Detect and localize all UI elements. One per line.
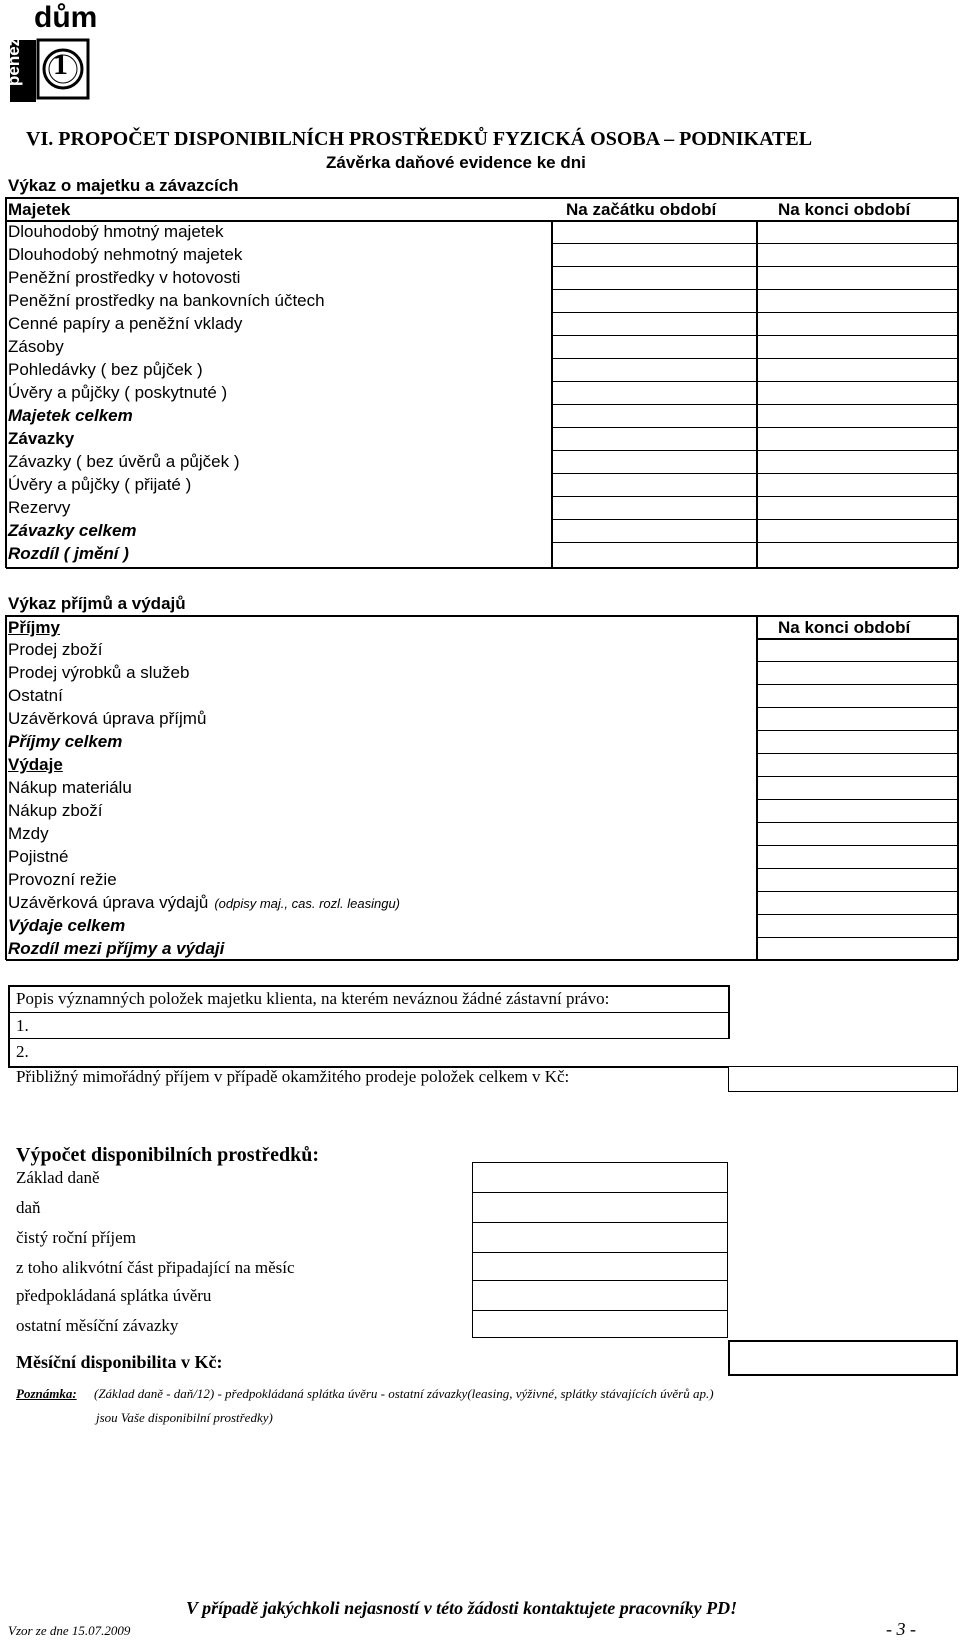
- asset-end-cell[interactable]: [758, 496, 956, 519]
- extraordinary-income-field[interactable]: [728, 1066, 958, 1092]
- asset-start-cell[interactable]: [553, 473, 755, 496]
- property-description-label: Popis významných položek majetku klienta, na kterém neváznou žádné zástavní právo:: [16, 989, 610, 1008]
- asset-row-label: Dlouhodobý hmotný majetek: [8, 222, 224, 241]
- income-row-text: Pojistné: [8, 847, 69, 866]
- income-row-label: [8, 639, 103, 661]
- income-end-cell[interactable]: [758, 799, 956, 822]
- income-row-text: Ostatní: [8, 686, 63, 705]
- footer-contact: V případě jakýchkoli nejasností v této žádosti kontaktujete pracovníky PD!: [186, 1598, 738, 1618]
- income-row-label: [8, 708, 206, 730]
- page-subtitle: Závěrka daňové evidence ke dni: [326, 153, 586, 172]
- income-end-cell[interactable]: [758, 684, 956, 707]
- income-row-text: Prodej zboží: [8, 640, 103, 659]
- income-end-cell[interactable]: [758, 822, 956, 845]
- asset-end-cell[interactable]: [758, 289, 956, 312]
- asset-start-cell[interactable]: [553, 404, 755, 427]
- asset-end-cell[interactable]: [758, 220, 956, 243]
- income-row-text: Prodej výrobků a služeb: [8, 663, 190, 682]
- income-row-label: [8, 823, 49, 845]
- asset-end-cell[interactable]: [758, 312, 956, 335]
- asset-row-label: Závazky ( bez úvěrů a půjček ): [8, 452, 240, 471]
- asset-row-label: Úvěry a půjčky ( poskytnuté ): [8, 383, 228, 402]
- assets-col-end: Na konci období: [778, 200, 911, 219]
- calculation-item-label: předpokládaná splátka úvěru: [16, 1286, 212, 1305]
- asset-end-cell[interactable]: [758, 519, 956, 542]
- asset-end-cell[interactable]: [758, 473, 956, 496]
- asset-end-cell[interactable]: [758, 542, 956, 565]
- asset-end-cell[interactable]: [758, 243, 956, 266]
- page-number: - 3 -: [886, 1619, 916, 1639]
- assets-col-start: Na začátku období: [566, 200, 717, 219]
- footer-version: Vzor ze dne 15.07.2009: [8, 1623, 131, 1638]
- note-label: Poznámka:: [16, 1386, 77, 1401]
- asset-row-label: Závazky: [8, 429, 75, 448]
- calculation-item-label: ostatní měsíční závazky: [16, 1316, 179, 1335]
- income-end-cell[interactable]: [758, 753, 956, 776]
- asset-end-cell[interactable]: [758, 358, 956, 381]
- asset-end-cell[interactable]: [758, 404, 956, 427]
- income-row-text: Výdaje: [8, 755, 63, 774]
- asset-row-label: Dlouhodobý nehmotný majetek: [8, 245, 243, 264]
- asset-start-cell[interactable]: [553, 312, 755, 335]
- calculation-item-label: daň: [16, 1198, 41, 1217]
- asset-start-cell[interactable]: [553, 220, 755, 243]
- monthly-availability-field[interactable]: [728, 1340, 958, 1376]
- asset-row-label: Majetek celkem: [8, 406, 133, 425]
- income-col-item: Příjmy: [8, 618, 60, 637]
- income-row-text: Provozní režie: [8, 870, 117, 889]
- asset-end-cell[interactable]: [758, 427, 956, 450]
- income-row-label: [8, 846, 68, 868]
- asset-row-label: Cenné papíry a peněžní vklady: [8, 314, 243, 333]
- income-row-label: [8, 800, 103, 822]
- income-end-cell[interactable]: [758, 661, 956, 684]
- income-row-label: [8, 731, 122, 753]
- income-end-cell[interactable]: [758, 868, 956, 891]
- income-end-cell[interactable]: [758, 845, 956, 868]
- asset-start-cell[interactable]: [553, 542, 755, 565]
- income-row-note: (odpisy maj., cas. rozl. leasingu): [214, 896, 401, 911]
- property-item-1[interactable]: 1.: [16, 1016, 29, 1035]
- income-end-cell[interactable]: [758, 891, 956, 914]
- income-end-cell[interactable]: [758, 730, 956, 753]
- asset-end-cell[interactable]: [758, 335, 956, 358]
- income-row-label: [8, 777, 132, 799]
- asset-row-label: Závazky celkem: [8, 521, 137, 540]
- income-end-cell[interactable]: [758, 914, 956, 937]
- income-row-text: Uzávěrková úprava příjmů: [8, 709, 207, 728]
- income-row-text: Nákup materiálu: [8, 778, 132, 797]
- income-row-label: [8, 892, 400, 915]
- asset-start-cell[interactable]: [553, 243, 755, 266]
- income-end-cell[interactable]: [758, 707, 956, 730]
- asset-end-cell[interactable]: [758, 266, 956, 289]
- asset-end-cell[interactable]: [758, 381, 956, 404]
- asset-start-cell[interactable]: [553, 289, 755, 312]
- asset-row-label: Rozdíl ( jmění ): [8, 544, 129, 563]
- income-row-label: [8, 915, 125, 937]
- income-end-cell[interactable]: [758, 937, 956, 960]
- asset-start-cell[interactable]: [553, 335, 755, 358]
- note-text-1: (Základ daně - daň/12) - předpokládaná splátka úvěru - ostatní závazky(leasing, výživné, splátky stávajících úvěrů ap.): [94, 1386, 714, 1401]
- asset-start-cell[interactable]: [553, 519, 755, 542]
- asset-start-cell[interactable]: [553, 266, 755, 289]
- asset-row-label: Pohledávky ( bez půjček ): [8, 360, 203, 379]
- income-row-label: [8, 662, 189, 684]
- income-row-text: Mzdy: [8, 824, 49, 843]
- extraordinary-income-label: Přibližný mimořádný příjem v případě okamžitého prodeje položek celkem v Kč:: [16, 1067, 570, 1086]
- calculation-grid: [472, 1162, 728, 1338]
- asset-start-cell[interactable]: [553, 381, 755, 404]
- logo-side-text: peněžní: [4, 22, 23, 86]
- asset-row-label: Peněžní prostředky v hotovosti: [8, 268, 241, 287]
- asset-end-cell[interactable]: [758, 450, 956, 473]
- income-row-text: Příjmy celkem: [8, 732, 123, 751]
- income-row-label: [8, 938, 224, 960]
- logo-number: 1: [53, 48, 68, 81]
- calculation-item-label: z toho alikvótní část připadající na měsíc: [16, 1258, 295, 1277]
- asset-row-label: Rezervy: [8, 498, 71, 517]
- income-row-text: Nákup zboží: [8, 801, 103, 820]
- logo-top-text: dům: [34, 1, 98, 34]
- calculation-item-label: Základ daně: [16, 1168, 100, 1187]
- income-end-cell[interactable]: [758, 776, 956, 799]
- asset-row-label: Zásoby: [8, 337, 64, 356]
- asset-row-label: Peněžní prostředky na bankovních účtech: [8, 291, 325, 310]
- asset-start-cell[interactable]: [553, 450, 755, 473]
- monthly-availability-label: Měsíční disponibilita v Kč:: [16, 1352, 223, 1372]
- property-item-2[interactable]: 2.: [16, 1042, 29, 1061]
- asset-row-label: Úvěry a půjčky ( přijaté ): [8, 475, 192, 494]
- income-row-label: [8, 754, 63, 776]
- income-row-text: Uzávěrková úprava výdajů: [8, 893, 209, 912]
- income-col-end: Na konci období: [778, 618, 911, 637]
- assets-heading: Výkaz o majetku a závazcích: [8, 176, 239, 195]
- calculation-heading: Výpočet disponibilních prostředků:: [16, 1144, 320, 1166]
- calculation-item-label: čistý roční příjem: [16, 1228, 136, 1247]
- asset-start-cell[interactable]: [553, 427, 755, 450]
- page-title: VI. PROPOČET DISPONIBILNÍCH PROSTŘEDKŮ FYZICKÁ OSOBA – PODNIKATEL: [26, 128, 813, 150]
- income-row-text: Výdaje celkem: [8, 916, 126, 935]
- asset-start-cell[interactable]: [553, 496, 755, 519]
- note-text-2: jsou Vaše disponibilní prostředky): [96, 1410, 273, 1425]
- income-end-cell[interactable]: [758, 638, 956, 661]
- income-row-text: Rozdíl mezi příjmy a výdaji: [8, 939, 225, 958]
- income-heading: Výkaz příjmů a výdajů: [8, 594, 186, 613]
- income-row-label: [8, 869, 117, 891]
- asset-start-cell[interactable]: [553, 358, 755, 381]
- assets-col-item: Majetek: [8, 200, 71, 219]
- income-row-label: [8, 685, 63, 707]
